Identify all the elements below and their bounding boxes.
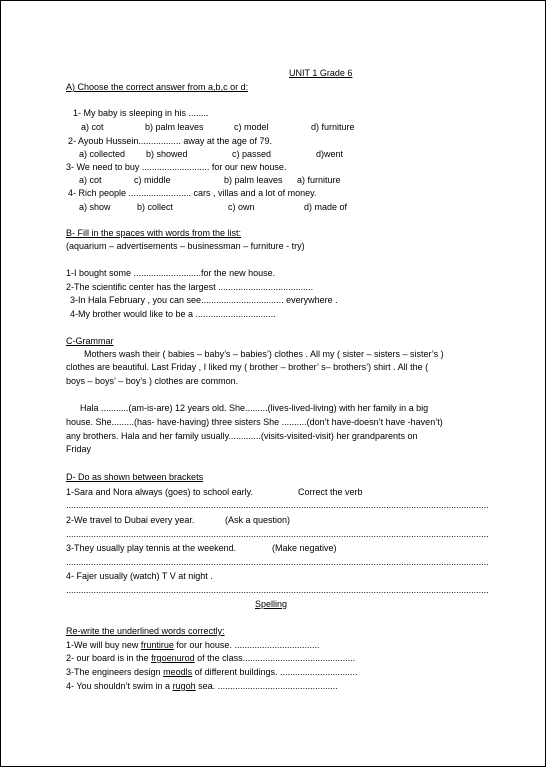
spelling-item-3 — [66, 667, 357, 678]
spelling-item-1-prefix: 1-We will buy new — [66, 640, 141, 650]
option-c: c) own — [228, 202, 255, 212]
task-2-instruction: (Ask a question) — [225, 515, 291, 525]
question-a1-options — [73, 122, 413, 133]
grammar-p1-line-3: boys – boys’ – boy’s ) clothes are common. — [66, 376, 239, 386]
section-a-title: A) Choose the correct answer from a,b,c or d: — [66, 82, 249, 92]
option-c: c) model — [234, 122, 269, 132]
question-a3-options — [73, 175, 413, 186]
grammar-p1-line-1: Mothers wash their ( babies – baby’s – babies’) clothes . All my ( sister – sisters – sister’s ) — [84, 349, 444, 359]
task-1-instruction: Correct the verb — [298, 487, 363, 497]
question-a2: 2- Ayoub Hussein................. away at the age of 79. — [68, 136, 272, 146]
misspelled-word-4: rugoh — [172, 681, 196, 691]
spelling-item-4-prefix: 4- You shouldn’t swim in a — [66, 681, 173, 691]
fill-item-1: 1-I bought some ...........................for the new house. — [66, 268, 276, 278]
fill-item-4: 4-My brother would like to be a ................................ — [70, 309, 276, 319]
spelling-item-2 — [66, 653, 355, 664]
option-d: d)went — [316, 149, 344, 159]
spelling-item-3-prefix: 3-The engineers design — [66, 667, 164, 677]
fill-item-3: 3-In Hala February , you can see................................. everywhere . — [70, 295, 338, 305]
answer-line-2: ......................................................................................................................................................................... — [66, 529, 489, 539]
option-a: a) cot — [81, 122, 104, 132]
spelling-item-2-suffix: of the class............................................. — [194, 653, 356, 663]
spelling-item-4-suffix: sea. ................................................ — [195, 681, 338, 691]
grammar-p1-line-2: clothes are beautiful. Last Friday , I liked my ( brother – brother’ s– brothers’) shirt . All the ( — [66, 362, 429, 372]
question-a2-options — [73, 149, 413, 160]
spelling-item-3-suffix: of different buildings. ............................... — [192, 667, 358, 677]
answer-line-4: ......................................................................................................................................................................... — [66, 585, 489, 595]
answer-line-3: ......................................................................................................................................................................... — [66, 557, 489, 567]
grammar-p2-line-3: any brothers. Hala and her family usually.............(visits-visited-visit) her grandparents on — [66, 431, 418, 441]
unit-header: UNIT 1 Grade 6 — [289, 68, 353, 78]
question-a4: 4- Rich people ......................... cars , villas and a lot of money. — [68, 188, 317, 198]
spelling-item-1 — [66, 640, 319, 651]
option-b: b) showed — [146, 149, 188, 159]
misspelled-word-1: fruntirue — [140, 640, 174, 650]
question-a3: 3- We need to buy ........................... for our new house. — [66, 162, 287, 172]
fill-item-2: 2-The scientific center has the largest ...................................... — [66, 282, 314, 292]
option-a: a) show — [79, 202, 111, 212]
option-d: d) furniture — [311, 122, 355, 132]
spelling-item-1-suffix: for our house. .................................. — [173, 640, 320, 650]
option-b: b) palm leaves — [224, 175, 283, 185]
question-a1: 1- My baby is sleeping in his ........ — [73, 108, 209, 118]
word-list: (aquarium – advertisements – businessman – furniture - try) — [66, 241, 305, 251]
option-d: d) made of — [304, 202, 348, 212]
question-a4-options — [73, 202, 413, 213]
section-b-title: B- Fill in the spaces with words from the list: — [66, 228, 242, 238]
option-c: c) middle — [134, 175, 171, 185]
grammar-p2-line-2: house. She.........(has- have-having) three sisters She ..........(don’t have-doesn’t have -haven’t) — [66, 417, 443, 427]
spelling-item-4 — [66, 681, 338, 692]
misspelled-word-3: meodls — [163, 667, 193, 677]
spelling-instruction: Re-write the underlined words correctly: — [66, 626, 225, 636]
spelling-title: Spelling — [255, 599, 288, 609]
answer-line-1: ......................................................................................................................................................................... — [66, 500, 489, 510]
option-a-second: a) furniture — [297, 175, 341, 185]
option-b: b) collect — [137, 202, 174, 212]
task-1: 1-Sara and Nora always (goes) to school early. — [66, 487, 253, 497]
section-d-title: D- Do as shown between brackets — [66, 472, 204, 482]
spelling-item-2-prefix: 2- our board is in the — [66, 653, 152, 663]
task-3: 3-They usually play tennis at the weekend. — [66, 543, 237, 553]
section-c-title: C-Grammar — [66, 336, 114, 346]
task-4: 4- Fajer usually (watch) T V at night . — [66, 571, 213, 581]
misspelled-word-2: frgoenurod — [151, 653, 195, 663]
option-a: a) collected — [79, 149, 126, 159]
task-2: 2-We travel to Dubai every year. — [66, 515, 195, 525]
option-b: b) palm leaves — [145, 122, 204, 132]
option-c: c) passed — [232, 149, 272, 159]
grammar-p2-line-4: Friday — [66, 444, 92, 454]
grammar-p2-line-1: Hala ...........(am-is-are) 12 years old. She.........(lives-lived-living) with her family in a big — [80, 403, 429, 413]
task-3-instruction: (Make negative) — [272, 543, 337, 553]
option-a: a) cot — [79, 175, 102, 185]
